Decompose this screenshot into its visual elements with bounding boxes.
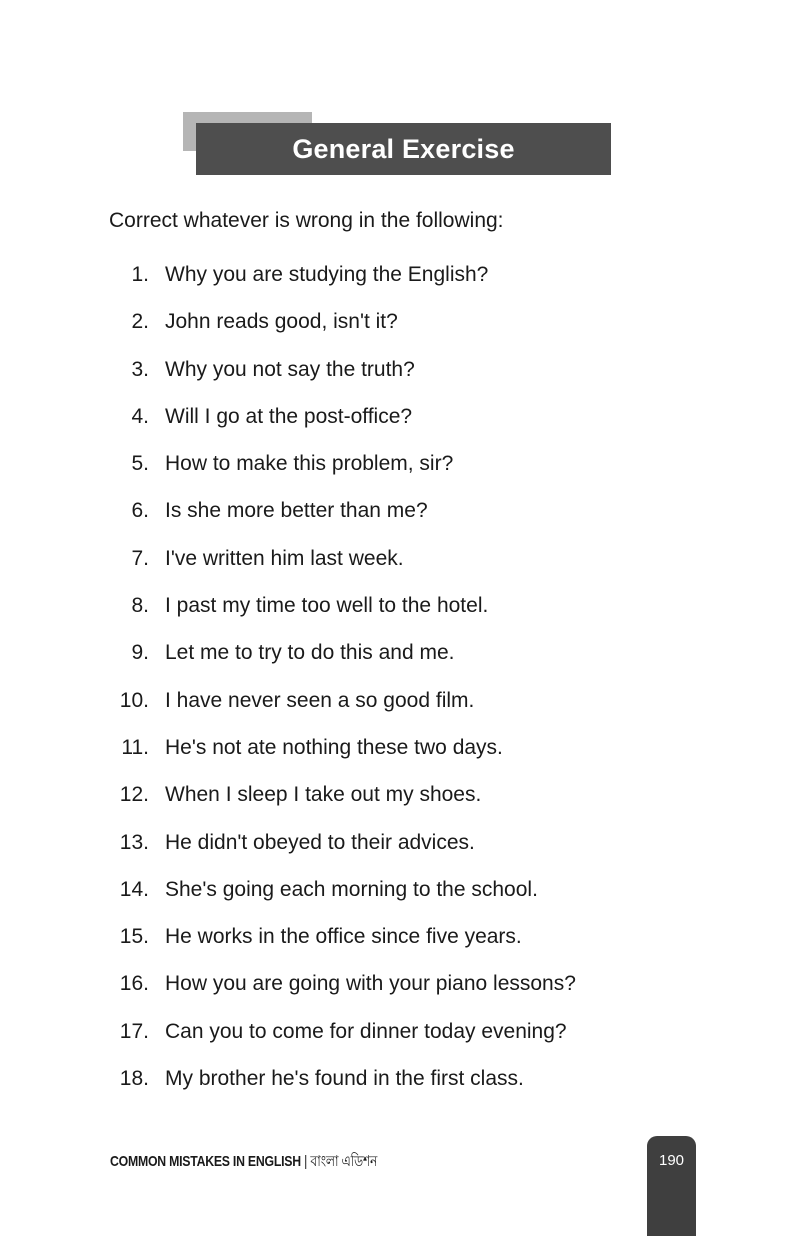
list-item [0, 1064, 800, 1111]
list-item [0, 780, 800, 827]
list-item [0, 969, 800, 1016]
item-number: 5. [131, 452, 149, 476]
item-sentence: She's going each morning to the school. [165, 877, 538, 901]
page-title [196, 123, 611, 175]
item-sentence: He's not ate nothing these two days. [165, 735, 503, 759]
list-item [0, 875, 800, 922]
footer-separator: | [304, 1153, 308, 1170]
list-item [0, 591, 800, 638]
page-title-text: General Exercise [292, 133, 515, 164]
item-number: 6. [131, 499, 149, 523]
item-sentence: He works in the office since five years. [165, 925, 522, 949]
footer-book-title [110, 1150, 377, 1175]
list-item [0, 638, 800, 685]
list-item [0, 260, 800, 307]
item-number: 16. [119, 972, 149, 996]
item-number: 15. [119, 925, 149, 949]
item-number: 14. [119, 877, 149, 901]
item-sentence: I have never seen a so good film. [165, 688, 475, 712]
edition-label: বাংলা এডিশন [310, 1153, 378, 1170]
item-sentence: I've written him last week. [165, 546, 404, 570]
list-item [0, 733, 800, 780]
list-item [0, 686, 800, 733]
item-sentence: John reads good, isn't it? [165, 310, 398, 334]
item-number: 18. [119, 1067, 149, 1091]
item-sentence: Can you to come for dinner today evening? [165, 1019, 567, 1043]
list-item [0, 1017, 800, 1064]
item-number: 17. [119, 1019, 149, 1043]
item-sentence: How to make this problem, sir? [165, 452, 454, 476]
item-number: 1. [131, 263, 149, 286]
list-item [0, 449, 800, 496]
page-number-tab [647, 1136, 696, 1236]
item-sentence: Why you not say the truth? [165, 357, 415, 381]
item-number: 11. [121, 735, 149, 759]
item-sentence: Is she more better than me? [165, 499, 428, 523]
book-title: COMMON MISTAKES IN ENGLISH [110, 1153, 301, 1170]
item-sentence: My brother he's found in the first class. [165, 1067, 524, 1091]
item-sentence: Why you are studying the English? [165, 263, 489, 286]
item-number: 2. [131, 310, 149, 334]
item-sentence: Will I go at the post-office? [165, 404, 413, 428]
list-item [0, 307, 800, 354]
item-sentence: Let me to try to do this and me. [165, 641, 455, 665]
item-sentence: I past my time too well to the hotel. [165, 594, 489, 618]
item-sentence: He didn't obeyed to their advices. [165, 830, 475, 854]
page-number: 190 [658, 1152, 685, 1169]
item-number: 7. [131, 546, 149, 570]
list-item [0, 922, 800, 969]
exercise-list [0, 260, 800, 1111]
item-number: 9. [131, 641, 149, 665]
item-number: 8. [131, 594, 149, 618]
item-number: 10. [119, 688, 149, 712]
list-item [0, 402, 800, 449]
item-number: 3. [131, 357, 149, 381]
item-sentence: How you are going with your piano lessons? [165, 972, 576, 996]
item-number: 4. [131, 404, 149, 428]
item-sentence: When I sleep I take out my shoes. [165, 783, 482, 807]
list-item [0, 828, 800, 875]
list-item [0, 355, 800, 402]
list-item [0, 496, 800, 543]
item-number: 12. [119, 783, 149, 807]
exercise-instruction: Correct whatever is wrong in the following: [109, 209, 504, 232]
list-item [0, 544, 800, 591]
item-number: 13. [119, 830, 149, 854]
